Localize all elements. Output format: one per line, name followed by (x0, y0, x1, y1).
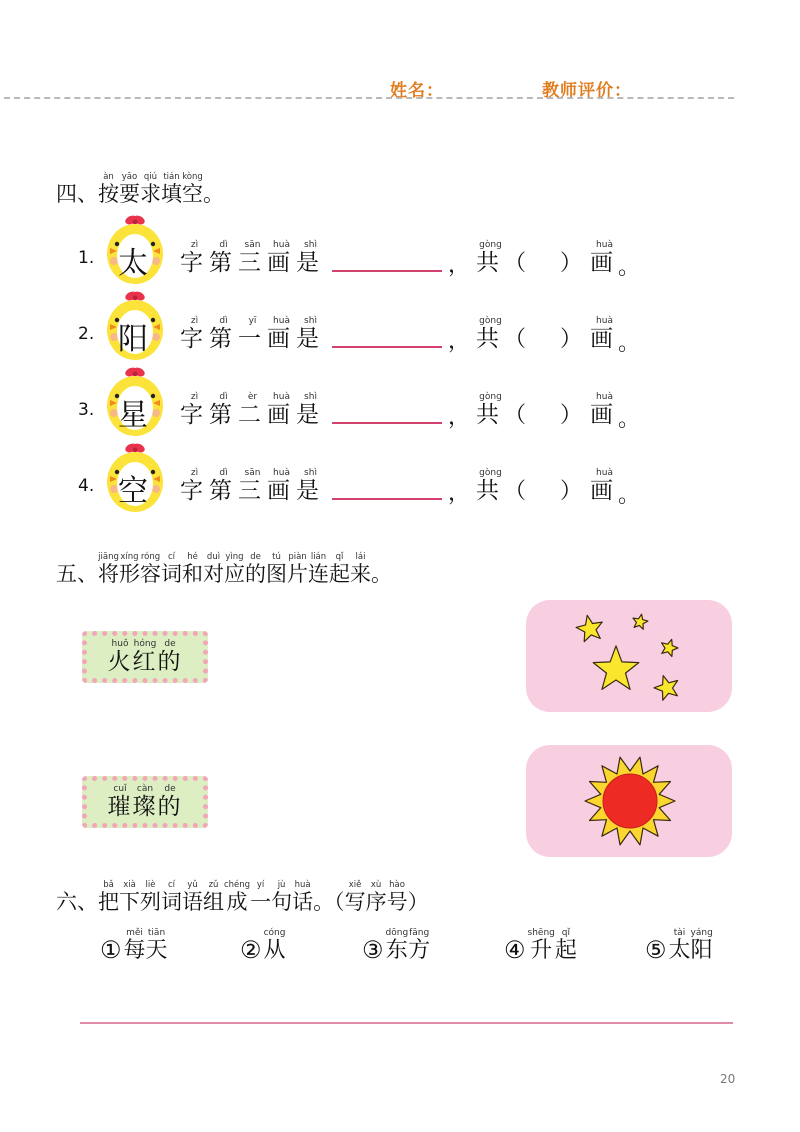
question-char: 三sān (238, 240, 267, 276)
question-number: 3. (78, 400, 95, 420)
question-char: 第dì (209, 392, 238, 428)
word-option (100, 928, 168, 964)
question-char: 是shì (296, 240, 325, 276)
hua-char (590, 240, 619, 277)
title-char: 的de (245, 552, 266, 586)
title-char: 序xù (365, 880, 387, 914)
title-char: 和hé (182, 552, 203, 586)
adjective-char: 的de (157, 783, 183, 820)
question-char: 第dì (209, 316, 238, 352)
question-char: 字zì (180, 240, 209, 276)
title-char: 成chéng (224, 880, 251, 914)
word-number: ① (100, 936, 122, 964)
title-char: 起qǐ (329, 552, 350, 586)
adjective-char: 红hóng (132, 638, 158, 675)
gong-char: 共gòng (476, 240, 505, 276)
word-number: ③ (362, 936, 384, 964)
adjective-card-huohong[interactable] (82, 631, 208, 683)
comma: ， (448, 329, 471, 354)
question-char: 三sān (238, 468, 267, 504)
title-char: 语yǔ (182, 880, 203, 914)
question-number: 1. (78, 248, 95, 268)
question-char: 第dì (209, 468, 238, 504)
title-char: ） (407, 890, 429, 914)
question-char: 画huà (267, 468, 296, 504)
question-char: 是shì (296, 392, 325, 428)
period: 。 (618, 255, 641, 280)
word-char: 太tài (668, 928, 691, 963)
gong-char: 共gòng (476, 316, 505, 352)
target-character: 星 (118, 398, 148, 433)
title-char: 。（ (313, 890, 345, 914)
hua-char: 画huà (590, 468, 619, 504)
word-char: 方fāng (408, 928, 431, 963)
section-6-title: 六、把bǎ下xià列liè词cí语yǔ组zǔ成chéng一yí句jù话huà。（写xiě序xù号hào） (56, 880, 429, 914)
question-text (180, 468, 325, 505)
hua-char: 画huà (590, 240, 619, 276)
question-text (180, 316, 325, 353)
title-char: 一yí (250, 880, 272, 914)
word-char: 起qǐ (554, 928, 577, 963)
word-text (124, 928, 168, 964)
section-5-title: 五、将jiāng形xíng容róng词cí和hé对duì应yìng的de图tú片piàn连lián起qǐ来lái。 (56, 552, 392, 586)
gong-char: 共gòng (476, 392, 505, 428)
word-char: 每měi (123, 928, 146, 963)
sun-icon (526, 745, 732, 857)
title-char: 应yìng (224, 552, 245, 586)
question-number: 2. (78, 324, 95, 344)
question-char: 第dì (209, 240, 238, 276)
question-char: 二èr (238, 392, 267, 428)
answer-blank[interactable] (332, 270, 442, 272)
word-number: ② (240, 936, 262, 964)
word-char: 从cóng (263, 928, 286, 963)
hua-char (590, 392, 619, 429)
question-char: 是shì (296, 468, 325, 504)
title-char: 容róng (140, 552, 161, 586)
answer-blank[interactable] (332, 498, 442, 500)
question-char: 字zì (180, 316, 209, 352)
gong-char (476, 468, 505, 505)
title-char: 连lián (308, 552, 329, 586)
right-paren: ） (560, 327, 583, 352)
comma: ， (448, 253, 471, 278)
header-divider (4, 97, 734, 99)
question-text (180, 240, 325, 277)
title-char: 词cí (161, 552, 182, 586)
adjective-char: 的de (157, 638, 183, 675)
name-label: 姓名： (390, 81, 444, 101)
title-char: 把bǎ (98, 880, 119, 914)
left-paren: （ (504, 479, 527, 504)
period: 。 (618, 331, 641, 356)
title-char: 将jiāng (98, 552, 119, 586)
stars-icon (526, 600, 732, 712)
section-4-title: 四、按àn要yāo求qiú填tián空kòng。 (56, 172, 224, 206)
gong-char (476, 392, 505, 429)
left-paren: （ (504, 251, 527, 276)
target-character: 空 (118, 474, 148, 509)
question-char: 字zì (180, 392, 209, 428)
word-option (504, 928, 577, 964)
adjective-card-cuican[interactable] (82, 776, 208, 828)
comma: ， (448, 481, 471, 506)
word-option (645, 928, 713, 964)
adjective-char: 火huǒ (107, 638, 133, 675)
hua-char: 画huà (590, 316, 619, 352)
adjective-char: 璨càn (132, 783, 158, 820)
hua-char (590, 468, 619, 505)
word-char: 东dōng (385, 928, 409, 963)
period: 。 (618, 483, 641, 508)
right-paren: ） (560, 479, 583, 504)
adjective-char: 璀cuǐ (107, 783, 133, 820)
word-option (362, 928, 430, 964)
period: 。 (618, 407, 641, 432)
star-picture[interactable] (526, 600, 732, 712)
answer-line[interactable] (80, 1022, 733, 1024)
gong-char: 共gòng (476, 468, 505, 504)
word-char: 升shēng (527, 928, 555, 963)
word-number: ④ (504, 936, 526, 964)
word-char: 天tiān (145, 928, 168, 963)
title-char: 来lái (350, 552, 371, 586)
left-paren: （ (504, 327, 527, 352)
left-paren: （ (504, 403, 527, 428)
word-text (386, 928, 431, 964)
word-option (240, 928, 286, 964)
title-char: 句jù (271, 880, 293, 914)
right-paren: ） (560, 251, 583, 276)
question-char: 画huà (267, 392, 296, 428)
gong-char (476, 240, 505, 277)
question-number: 4. (78, 476, 95, 496)
sun-picture[interactable] (526, 745, 732, 857)
title-char: 空kòng (182, 172, 203, 206)
question-char: 画huà (267, 240, 296, 276)
word-char: 阳yáng (690, 928, 713, 963)
title-char: 下xià (119, 880, 140, 914)
title-char: 词cí (161, 880, 182, 914)
title-char: 按àn (98, 172, 119, 206)
word-text (528, 928, 577, 964)
gong-char (476, 316, 505, 353)
title-char: 要yāo (119, 172, 140, 206)
question-text (180, 392, 325, 429)
title-char: 填tián (161, 172, 182, 206)
answer-blank[interactable] (332, 422, 442, 424)
title-char: 。 (371, 562, 392, 586)
word-text (264, 928, 286, 964)
teacher-evaluation-label: 教师评价： (542, 81, 632, 101)
target-character: 阳 (118, 322, 148, 357)
title-char: 形xíng (119, 552, 140, 586)
title-char: 图tú (266, 552, 287, 586)
title-char: 求qiú (140, 172, 161, 206)
question-char: 字zì (180, 468, 209, 504)
title-char: 组zǔ (203, 880, 224, 914)
title-char: 片piàn (287, 552, 308, 586)
hua-char (590, 316, 619, 353)
comma: ， (448, 405, 471, 430)
question-char: 是shì (296, 316, 325, 352)
title-char: 写xiě (344, 880, 366, 914)
word-text (669, 928, 713, 964)
page-number: 20 (720, 1072, 736, 1086)
title-char: 话huà (292, 880, 314, 914)
word-number: ⑤ (645, 936, 667, 964)
title-char: 。 (203, 182, 224, 206)
right-paren: ） (560, 403, 583, 428)
title-char: 列liè (140, 880, 161, 914)
answer-blank[interactable] (332, 346, 442, 348)
target-character: 太 (118, 246, 148, 281)
title-char: 号hào (386, 880, 408, 914)
hua-char: 画huà (590, 392, 619, 428)
question-char: 一yī (238, 316, 267, 352)
question-char: 画huà (267, 316, 296, 352)
title-char: 对duì (203, 552, 224, 586)
